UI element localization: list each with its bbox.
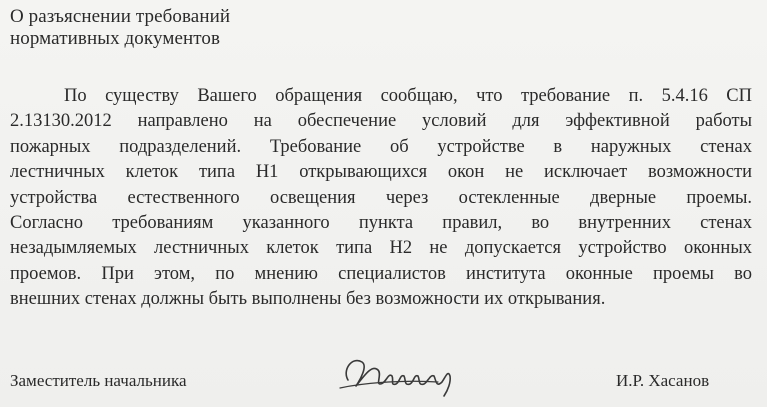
signer-name: И.Р. Хасанов — [616, 371, 710, 390]
body-line-2: 2.13130.2012 направлено на обеспечение условий для эффективной работы — [10, 111, 752, 132]
subject-line-2: нормативных документов — [10, 28, 221, 49]
body-line-4: лестничных клеток типа Н1 открывающихся окон не исключает возможности — [10, 162, 752, 183]
signer-title: Заместитель начальника — [10, 371, 187, 390]
letter-subject — [10, 6, 340, 50]
body-line-6: Согласно требованиям указанного пункта правил, во внутренних стенах — [10, 213, 752, 234]
body-line-5: устройства естественного освещения через остекленные дверные проемы. — [10, 187, 752, 208]
body-line-3: пожарных подразделений. Требование об устройстве в наружных стенах — [10, 136, 752, 157]
body-line-8: проемов. При этом, по мнению специалистов института оконные проемы во — [10, 263, 752, 284]
body-line-7: незадымляемых лестничных клеток типа Н2 не допускается устройство оконных — [10, 238, 752, 259]
handwritten-signature — [338, 346, 468, 398]
body-line-9: внешних стенах должны быть выполнены без возможности их открывания. — [10, 289, 606, 310]
subject-line-1: О разъяснении требований — [10, 6, 231, 27]
letter-body — [10, 84, 752, 313]
body-line-1: По существу Вашего обращения сообщаю, что требование п. 5.4.16 СП — [64, 86, 752, 106]
